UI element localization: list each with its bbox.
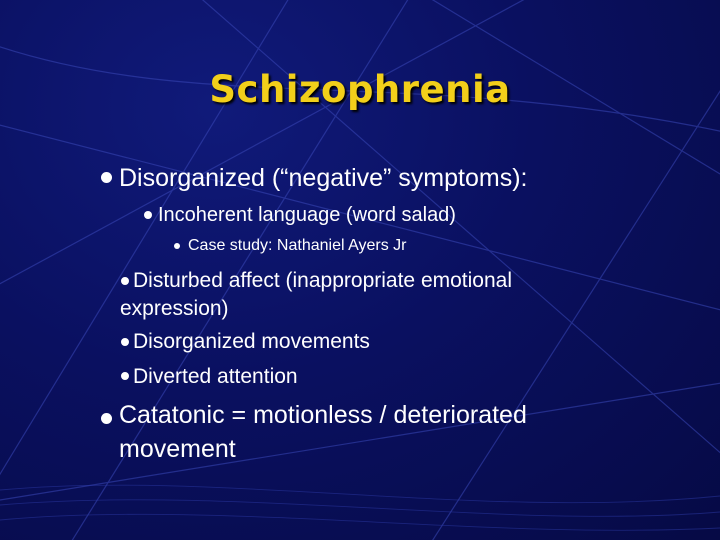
bullet-diverted-attention: Diverted attention: [133, 365, 298, 388]
bullet-dot: [121, 277, 129, 285]
bullet-dot: [121, 372, 129, 380]
bullet-dot: [101, 413, 112, 424]
bullet-disturbed-affect-line1: Disturbed affect (inappropriate emotional: [133, 269, 512, 292]
bullet-dot: [144, 211, 152, 219]
bullet-dot: [174, 243, 180, 249]
bullet-incoherent-language: Incoherent language (word salad): [158, 204, 456, 226]
bullet-catatonic-line2: movement: [119, 435, 236, 463]
bullet-disturbed-affect-line2: expression): [120, 297, 229, 320]
bullet-disorganized-movements: Disorganized movements: [133, 330, 370, 353]
bullet-disorganized: Disorganized (“negative” symptoms):: [119, 164, 528, 192]
slide-title: Schizophrenia: [209, 68, 511, 111]
bullet-case-study: Case study: Nathaniel Ayers Jr: [188, 237, 407, 254]
bullet-dot: [121, 338, 129, 346]
bullet-catatonic-line1: Catatonic = motionless / deteriorated: [119, 401, 527, 429]
bullet-dot: [101, 172, 112, 183]
